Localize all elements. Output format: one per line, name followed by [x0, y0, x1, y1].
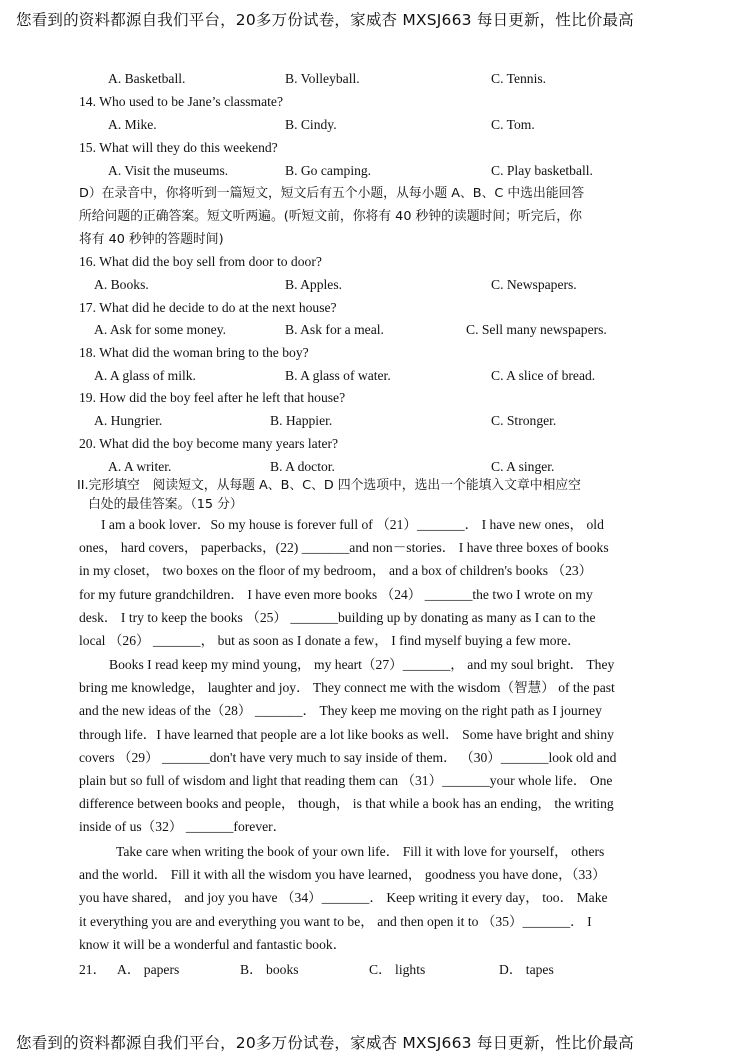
- q20-stem: 20. What did the boy become many years later?: [79, 436, 339, 451]
- q21-option-b: B． books: [240, 962, 299, 977]
- p1-line: I am a book lover．So my house is forever full of （21）_______． I have new ones， old: [101, 517, 604, 532]
- passage-paragraph-3: [79, 840, 675, 956]
- q18-stem: 18. What did the woman bring to the boy?: [79, 345, 309, 360]
- p3-line: know it will be a wonderful and fantastic book．: [79, 936, 347, 952]
- q15-option-a: A. Visit the museums.: [108, 163, 229, 178]
- p3-line: you have shared， and joy you have （34）_______． Keep writing it every day， too． Make: [79, 890, 608, 906]
- q17-option-c: C. Sell many newspapers.: [466, 322, 607, 337]
- q20-option-c: C. A singer.: [491, 459, 555, 474]
- p2-line: plain but so full of wisdom and light that reading them can （31）_______your whole life． One: [79, 773, 613, 789]
- p3-line: and the world． Fill it with all the wisdom you have learned， goodness you have done，（33）: [79, 867, 606, 883]
- q16-option-c: C. Newspapers.: [491, 277, 577, 292]
- q13-option-c: C. Tennis.: [491, 71, 547, 86]
- q19-option-b: B. Happier.: [270, 413, 333, 428]
- q13-option-a: A. Basketball.: [108, 71, 186, 86]
- q17-stem: 17. What did he decide to do at the next house?: [79, 300, 337, 315]
- q14-option-c: C. Tom.: [491, 117, 535, 132]
- q19-option-a: A. Hungrier.: [94, 413, 163, 428]
- p1-line: in my closet， two boxes on the floor of my bedroom， and a box of children's books （23）: [79, 563, 593, 579]
- q15-stem: 15. What will they do this weekend?: [79, 140, 278, 155]
- q21-number: 21．: [79, 962, 107, 977]
- q14-option-a: A. Mike.: [108, 117, 157, 132]
- p2-line: and the new ideas of the（28） _______． They keep me moving on the right path as I journey: [79, 703, 602, 719]
- p2-line: difference between books and people， though， is that while a book has an ending， the writing: [79, 796, 614, 812]
- section-ii-line1: II.完形填空 阅读短文，从每题 A、B、C、D 四个选项中，选出一个能填入文章中相应空: [77, 478, 581, 493]
- top-banner: 您看到的资料都源自我们平台，20多万份试卷，家威杏 MXSJ663 每日更新，性比价最高: [16, 11, 634, 29]
- q18-option-c: C. A slice of bread.: [491, 368, 596, 383]
- q19-stem: 19. How did the boy feel after he left that house?: [79, 390, 346, 405]
- q18-option-a: A. A glass of milk.: [94, 368, 196, 383]
- q21-option-a: A． papers: [117, 962, 180, 977]
- p2-line: covers （29） _______don't have very much to say inside of them． （30）_______look old and: [79, 749, 617, 765]
- q15-option-c: C. Play basketball.: [491, 163, 593, 178]
- q16-stem: 16. What did the boy sell from door to door?: [79, 254, 322, 269]
- q15-option-b: B. Go camping.: [285, 163, 372, 178]
- passage-paragraph-2: [79, 653, 675, 839]
- p2-line: Books I read keep my mind young， my heart（27）_______， and my soul bright． They: [109, 657, 615, 672]
- p3-line: Take care when writing the book of your own life． Fill it with love for yourself， others: [116, 844, 605, 859]
- q14-option-b: B. Cindy.: [285, 117, 337, 132]
- q16-option-a: A. Books.: [94, 277, 149, 292]
- p3-line: it everything you are and everything you want to be， and then open it to （35）_______． I: [79, 913, 592, 929]
- q17-option-b: B. Ask for a meal.: [285, 322, 384, 337]
- q14-stem: 14. Who used to be Jane’s classmate?: [79, 94, 283, 109]
- p2-line: bring me knowledge， laughter and joy． They connect me with the wisdom（智慧） of the past: [79, 680, 615, 696]
- bottom-banner: 您看到的资料都源自我们平台，20多万份试卷，家威杏 MXSJ663 每日更新，性比价最高: [16, 1034, 634, 1052]
- q19-option-c: C. Stronger.: [491, 413, 557, 428]
- p1-line: ones， hard covers， paperbacks，(22) _______and non－stories． I have three boxes of books: [79, 540, 609, 556]
- q18-option-b: B. A glass of water.: [285, 368, 391, 383]
- q21-option-d: D． tapes: [499, 962, 554, 977]
- p2-line: inside of us（32） _______forever．: [79, 819, 287, 835]
- section-ii-line2: 白处的最佳答案。（15 分）: [88, 497, 243, 512]
- p1-line: desk． I try to keep the books （25） _______building up by donating as many as I can to the: [79, 609, 596, 625]
- q20-option-a: A. A writer.: [108, 459, 172, 474]
- p2-line: through life．I have learned that people are a lot like books as well． Some have bright and shiny: [79, 726, 614, 742]
- passage-paragraph-1: [79, 513, 675, 652]
- p1-line: for my future grandchildren． I have even more books （24） _______the two I wrote on my: [79, 586, 593, 602]
- q16-option-b: B. Apples.: [285, 277, 343, 292]
- section-d-line2: 所给问题的正确答案。短文听两遍。(听短文前，你将有 40 秒钟的读题时间；听完后，你: [79, 209, 582, 224]
- q17-option-a: A. Ask for some money.: [94, 322, 227, 337]
- q13-option-b: B. Volleyball.: [285, 71, 360, 86]
- section-d-line1: D）在录音中，你将听到一篇短文，短文后有五个小题，从每小题 A、B、C 中选出能回答: [79, 186, 585, 201]
- q21-option-c: C． lights: [369, 962, 426, 977]
- section-d-line3: 将有 40 秒钟的答题时间): [79, 232, 224, 247]
- p1-line: local （26） _______， but as soon as I donate a few， I find myself buying a few more．: [79, 633, 581, 649]
- q20-option-b: B. A doctor.: [270, 459, 335, 474]
